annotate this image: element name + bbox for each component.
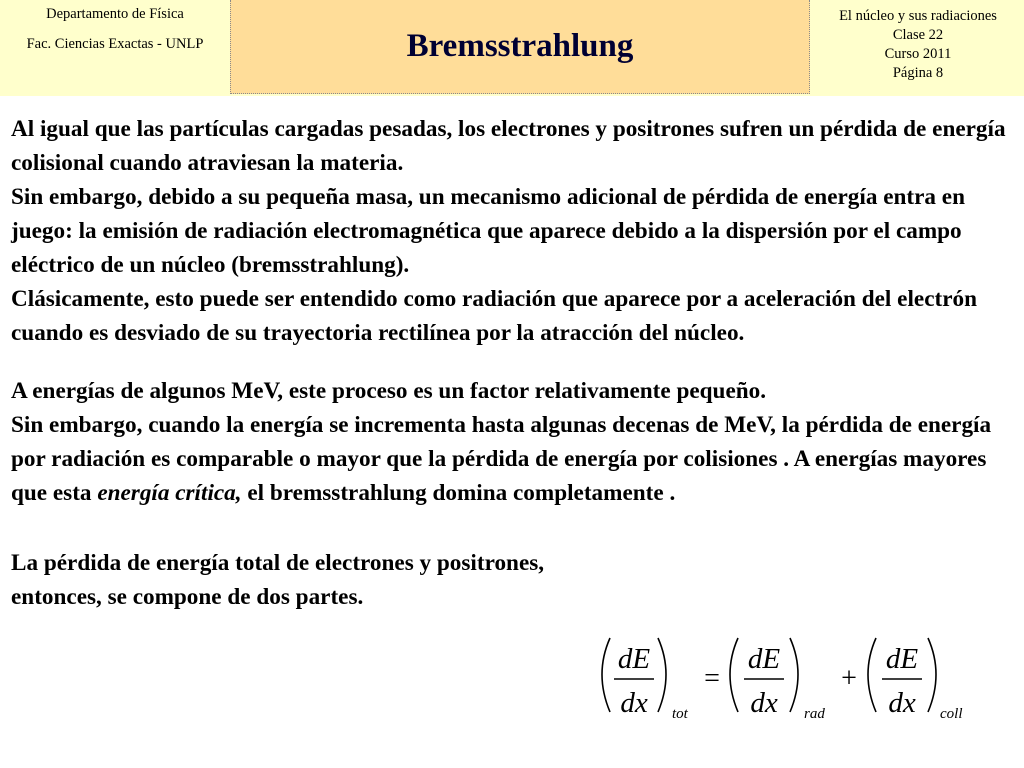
course-info	[812, 0, 1024, 96]
left-paren-coll	[868, 638, 876, 712]
denominator-tot: dx	[620, 687, 648, 719]
numerator-coll: dE	[885, 643, 919, 675]
page-number: Página 8	[892, 65, 944, 81]
critical-energy-term: energía crítica,	[97, 480, 242, 506]
numerator-rad: dE	[747, 643, 781, 675]
slide-title: Bremsstrahlung	[406, 28, 634, 64]
equation-svg	[592, 632, 992, 732]
paragraph-radiation-mechanism: Sin embargo, debido a su pequeña masa, un mecanismo adicional de pérdida de energía entra en juego: la emisión de radiación electromagnética que aparece debido a la dispersión por el campo eléctrico de un núcleo (bremsstrahlung).	[11, 184, 965, 278]
paragraph-classical-view: Clásicamente, esto puede ser entendido como radiación que aparece por a aceleración del electrón cuando es desviado de su trayectoria rectilínea por la atracción del núcleo.	[11, 286, 977, 346]
left-paren-tot	[602, 638, 610, 712]
department-info	[0, 0, 230, 96]
right-paren-rad	[790, 638, 798, 712]
critical-energy-text-b: el bremsstrahlung domina completamente .	[241, 480, 676, 506]
subscript-rad: rad	[804, 706, 825, 722]
critical-energy-text-a: Sin embargo, cuando la energía se incrementa hasta algunas decenas de MeV, la pérdida de energía por radiación es comparable o mayor que la pérdida de energía por colisiones . A energías mayores que esta	[11, 412, 992, 506]
subscript-tot: tot	[672, 706, 688, 722]
plus-sign: +	[841, 663, 857, 694]
numerator-tot: dE	[617, 643, 651, 675]
paragraph-low-energy: A energías de algunos MeV, este proceso es un factor relativamente pequeño.	[11, 378, 767, 404]
slide-body	[11, 112, 1016, 614]
denominator-coll: dx	[888, 687, 916, 719]
denominator-rad: dx	[750, 687, 778, 719]
left-paren-rad	[730, 638, 738, 712]
class-number: Clase 22	[892, 27, 944, 43]
subscript-coll: coll	[940, 706, 963, 722]
paragraph-collision-loss: Al igual que las partículas cargadas pesadas, los electrones y positrones sufren un pérdida de energía colisional cuando atraviesan la materia.	[11, 116, 1006, 176]
paragraph-critical-energy	[11, 408, 1016, 510]
course-year: Curso 2011	[884, 46, 952, 62]
equals-sign: =	[704, 663, 720, 694]
course-name: El núcleo y sus radiaciones	[839, 8, 997, 24]
slide-header	[0, 0, 1024, 96]
right-paren-tot	[658, 638, 666, 712]
energy-loss-equation	[592, 632, 992, 732]
title-box	[230, 0, 810, 94]
right-paren-coll	[928, 638, 936, 712]
department-name: Departamento de Física	[46, 6, 184, 22]
faculty-name: Fac. Ciencias Exactas - UNLP	[26, 36, 204, 52]
paragraph-total-loss: La pérdida de energía total de electrones y positrones, entonces, se compone de dos partes.	[11, 550, 545, 610]
